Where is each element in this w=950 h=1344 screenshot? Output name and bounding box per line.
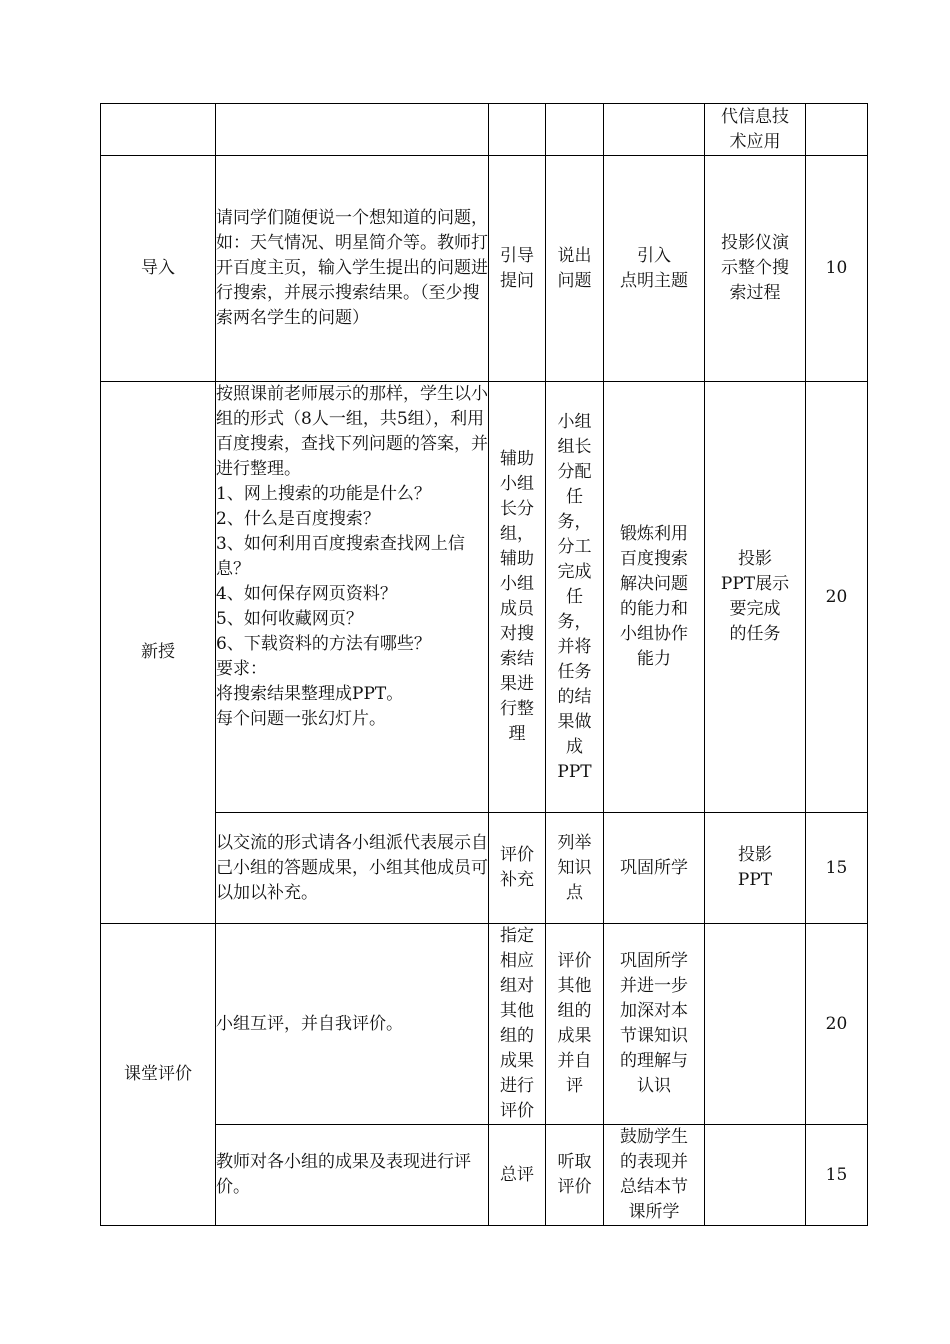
media-cell: 投影仪演 示整个搜 索过程	[705, 156, 806, 382]
design-intent-cell: 巩固所学 并进一步 加深对本 节课知识 的理解与 认识	[604, 924, 705, 1125]
table-row	[101, 813, 868, 924]
media-cell	[705, 1125, 806, 1226]
table-row	[101, 382, 868, 813]
student-activity-cell: 听取 评价	[546, 1125, 604, 1226]
design-intent-cell: 鼓励学生 的表现并 总结本节 课所学	[604, 1125, 705, 1226]
table-row	[101, 1125, 868, 1226]
time-cell: 15	[806, 1125, 868, 1226]
table-row	[101, 924, 868, 1125]
content-cell: 按照课前老师展示的那样，学生以小组的形式（8人一组，共5组），利用百度搜索，查找下列问题的答案，并进行整理。 1、网上搜索的功能是什么？ 2、什么是百度搜索？ 3、如何利用百度搜索查找网上信息？ 4、如何保存网页资料？ 5、如何收藏网页？ 6、下载资料的方法有哪些？ 要求： 将搜索结果整理成PPT。 每个问题一张幻灯片。	[216, 382, 489, 813]
design-intent-cell: 锻炼利用 百度搜索 解决问题 的能力和 小组协作 能力	[604, 382, 705, 813]
content-cell: 小组互评，并自我评价。	[216, 924, 489, 1125]
teacher-activity-cell: 辅助 小组 长分 组， 辅助 小组 成员 对搜 索结 果进 行整 理	[489, 382, 546, 813]
media-cell: 投影 PPT展示 要完成 的任务	[705, 382, 806, 813]
time-cell	[806, 104, 868, 156]
teacher-activity-cell: 引导 提问	[489, 156, 546, 382]
media-cell: 代信息技 术应用	[705, 104, 806, 156]
stage-cell: 新授	[101, 382, 216, 924]
teacher-activity-cell: 总评	[489, 1125, 546, 1226]
teacher-activity-cell: 评价 补充	[489, 813, 546, 924]
table-row	[101, 156, 868, 382]
time-cell: 10	[806, 156, 868, 382]
lesson-plan-table	[100, 103, 868, 1226]
content-cell	[216, 104, 489, 156]
media-cell	[705, 924, 806, 1125]
time-cell: 20	[806, 924, 868, 1125]
content-cell: 请同学们随便说一个想知道的问题，如：天气情况、明星简介等。教师打开百度主页，输入学生提出的问题进行搜索，并展示搜索结果。（至少搜索两名学生的问题）	[216, 156, 489, 382]
design-intent-cell: 巩固所学	[604, 813, 705, 924]
table-row	[101, 104, 868, 156]
student-activity-cell: 说出 问题	[546, 156, 604, 382]
student-activity-cell: 小组 组长 分配 任 务， 分工 完成 任 务， 并将 任务 的结 果做 成 PPT	[546, 382, 604, 813]
student-activity-cell: 列举 知识 点	[546, 813, 604, 924]
stage-cell: 课堂评价	[101, 924, 216, 1226]
stage-cell: 导入	[101, 156, 216, 382]
student-activity-cell	[546, 104, 604, 156]
content-cell: 教师对各小组的成果及表现进行评价。	[216, 1125, 489, 1226]
student-activity-cell: 评价 其他 组的 成果 并自 评	[546, 924, 604, 1125]
design-intent-cell	[604, 104, 705, 156]
time-cell: 15	[806, 813, 868, 924]
teacher-activity-cell	[489, 104, 546, 156]
media-cell: 投影 PPT	[705, 813, 806, 924]
time-cell: 20	[806, 382, 868, 813]
content-cell: 以交流的形式请各小组派代表展示自己小组的答题成果，小组其他成员可以加以补充。	[216, 813, 489, 924]
design-intent-cell: 引入 点明主题	[604, 156, 705, 382]
stage-cell	[101, 104, 216, 156]
teacher-activity-cell: 指定 相应 组对 其他 组的 成果 进行 评价	[489, 924, 546, 1125]
